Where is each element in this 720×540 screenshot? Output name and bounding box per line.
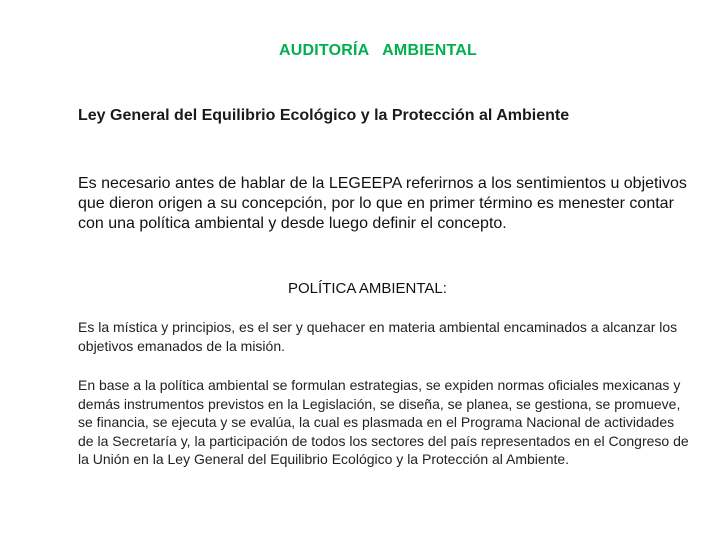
slide-title-text: AUDITORÍA AMBIENTAL xyxy=(279,42,477,59)
definition-paragraph: Es la mística y principios, es el ser y quehacer en materia ambiental encaminados a alcanzar los objetivos emanados de la misión. xyxy=(78,319,678,354)
slide-title xyxy=(0,42,720,60)
section-title: POLÍTICA AMBIENTAL: xyxy=(288,280,447,297)
policy-paragraph: En base a la política ambiental se formulan estrategias, se expiden normas oficiales mexicanas y demás instrumentos previstos en la Legislación, se diseña, se planea, se gestiona, se promueve, se financia, se ejecuta y se evalúa, la cual es plasmada en el Programa Nacional de actividades de la Secretaría y, la participación de todos los sectores del país representados en el Congreso de la Unión en la Ley General del Equilibrio Ecológico y la Protección al Ambiente. xyxy=(78,377,689,467)
law-title: Ley General del Equilibrio Ecológico y la Protección al Ambiente xyxy=(78,107,570,124)
intro-paragraph: Es necesario antes de hablar de la LEGEEPA referirnos a los sentimientos u objetivos que dieron origen a su concepción, por lo que en primer término es menester contar con una política ambiental y desde luego definir el concepto. xyxy=(78,175,687,232)
